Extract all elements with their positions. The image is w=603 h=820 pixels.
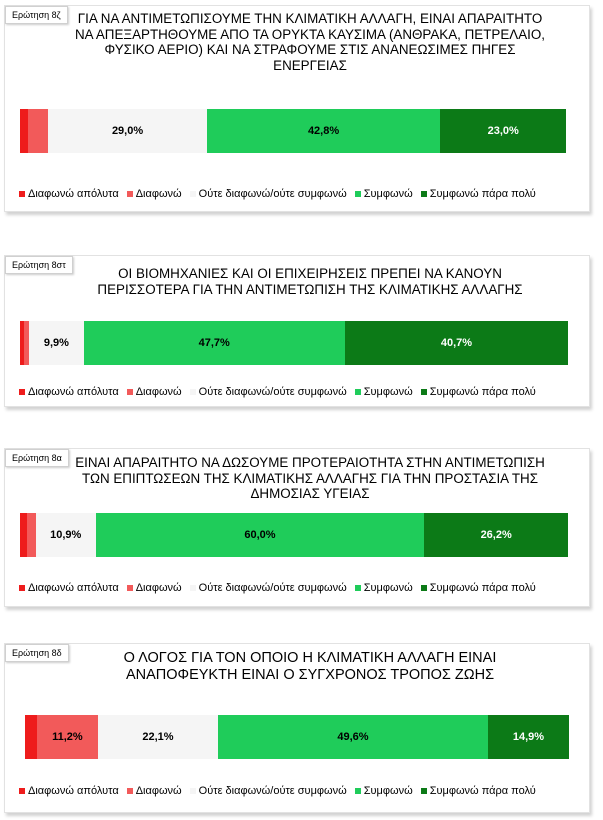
- legend-item: [355, 582, 413, 594]
- chart-title: ΟΙ ΒΙΟΜΗΧΑΝΙΕΣ ΚΑΙ ΟΙ ΕΠΙΧΕΙΡΗΣΕΙΣ ΠΡΕΠΕΙ ΝΑ ΚΑΝΟΥΝ ΠΕΡΙΣΣΟΤΕΡΑ ΓΙΑ ΤΗΝ ΑΝΤΙΜΕΤΩΠΙΣΗ ΤΗΣ ΚΛΙΜΑΤΙΚΗΣ ΑΛΛΑΓΗΣ: [97, 266, 523, 297]
- legend-swatch: [19, 788, 25, 794]
- legend-label: Συμφωνώ: [363, 785, 413, 797]
- legend-swatch: [190, 585, 196, 591]
- legend-label: Συμφωνώ πάρα πολύ: [429, 188, 536, 200]
- bar-segment: 47,7%: [84, 321, 345, 365]
- legend-label: Διαφωνώ: [135, 386, 182, 398]
- legend-label: Διαφωνώ: [135, 188, 182, 200]
- legend-swatch: [127, 191, 133, 197]
- legend: [19, 386, 544, 398]
- chart-panel: [4, 5, 590, 212]
- legend-swatch: [421, 191, 427, 197]
- legend-swatch: [355, 191, 361, 197]
- legend-label: Συμφωνώ πάρα πολύ: [429, 582, 536, 594]
- legend-swatch: [421, 585, 427, 591]
- legend: [19, 188, 544, 200]
- question-tag: Ερώτηση 8α: [5, 449, 69, 467]
- bar-segment: 29,0%: [48, 109, 206, 153]
- bar-segment: 26,2%: [424, 513, 568, 557]
- legend-label: Διαφωνώ απόλυτα: [28, 785, 119, 797]
- legend: [19, 582, 544, 594]
- chart-title: ΕΙΝΑΙ ΑΠΑΡΑΙΤΗΤΟ ΝΑ ΔΩΣΟΥΜΕ ΠΡΟΤΕΡΑΙΟΤΗΤΑ ΣΤΗΝ ΑΝΤΙΜΕΤΩΠΙΣΗ ΤΩΝ ΕΠΙΠΤΩΣΕΩΝ ΤΗΣ ΚΛΙΜΑΤΙΚΗΣ ΑΛΛΑΓΗΣ ΓΙΑ ΤΗΝ ΠΡΟΣΤΑΣΙΑ ΤΗΣ ΔΗΜΟΣΙΑΣ ΥΓΕΙΑΣ: [75, 455, 545, 501]
- legend-item: [19, 785, 119, 797]
- legend-label: Διαφωνώ απόλυτα: [28, 188, 119, 200]
- legend-item: [421, 785, 536, 797]
- legend-swatch: [355, 389, 361, 395]
- legend-swatch: [127, 788, 133, 794]
- legend-swatch: [127, 389, 133, 395]
- legend-item: [127, 188, 182, 200]
- stacked-bar: [25, 715, 569, 759]
- chart-title: ΓΙΑ ΝΑ ΑΝΤΙΜΕΤΩΠΙΣΟΥΜΕ ΤΗΝ ΚΛΙΜΑΤΙΚΗ ΑΛΛΑΓΗ, ΕΙΝΑΙ ΑΠΑΡΑΙΤΗΤΟ ΝΑ ΑΠΕΞΑΡΤΗΘΟΥΜΕ ΑΠΟ ΤΑ ΟΡΥΚΤΑ ΚΑΥΣΙΜΑ (ΑΝΘΡΑΚΑ, ΠΕΤΡΕΛΑΙΟ, ΦΥΣΙΚΟ ΑΕΡΙΟ) ΚΑΙ ΝΑ ΣΤΡΑΦΟΥΜΕ ΣΤΙΣ ΑΝΑΝΕΩΣΙΜΕΣ ΠΗΓΕΣ ΕΝΕΡΓΕΙΑΣ: [75, 11, 545, 73]
- legend-item: [190, 582, 347, 594]
- bar-segment: [27, 513, 36, 557]
- bar-segment: 14,9%: [488, 715, 569, 759]
- bar-segment: 9,9%: [29, 321, 83, 365]
- legend-item: [127, 582, 182, 594]
- chart-panel: [4, 643, 590, 813]
- legend-item: [190, 386, 347, 398]
- stacked-bar: [20, 321, 568, 365]
- legend-swatch: [355, 585, 361, 591]
- legend-label: Διαφωνώ: [135, 785, 182, 797]
- legend-item: [355, 188, 413, 200]
- legend-label: Συμφωνώ πάρα πολύ: [429, 386, 536, 398]
- legend-item: [355, 785, 413, 797]
- legend-swatch: [421, 389, 427, 395]
- bar-segment: 42,8%: [207, 109, 441, 153]
- legend-label: Ούτε διαφωνώ/ούτε συμφωνώ: [198, 188, 347, 200]
- stacked-bar: [20, 109, 566, 153]
- question-tag: Ερώτηση 8δ: [5, 644, 69, 662]
- chart-title: Ο ΛΟΓΟΣ ΓΙΑ ΤΟΝ ΟΠΟΙΟ Η ΚΛΙΜΑΤΙΚΗ ΑΛΛΑΓΗ ΕΙΝΑΙ ΑΝΑΠΟΦΕΥΚΤΗ ΕΙΝΑΙ Ο ΣΥΓΧΡΟΝΟΣ ΤΡΟΠΟΣ ΖΩΗΣ: [123, 650, 497, 683]
- chart-panel: [4, 255, 590, 407]
- legend-label: Διαφωνώ: [135, 582, 182, 594]
- legend-swatch: [190, 788, 196, 794]
- bar-segment: 23,0%: [440, 109, 566, 153]
- legend-item: [19, 582, 119, 594]
- legend-item: [19, 188, 119, 200]
- legend-label: Ούτε διαφωνώ/ούτε συμφωνώ: [198, 785, 347, 797]
- legend-item: [190, 785, 347, 797]
- legend-item: [19, 386, 119, 398]
- legend-item: [421, 188, 536, 200]
- legend-label: Ούτε διαφωνώ/ούτε συμφωνώ: [198, 386, 347, 398]
- bar-segment: 60,0%: [96, 513, 425, 557]
- legend-item: [421, 386, 536, 398]
- legend-item: [127, 785, 182, 797]
- legend-swatch: [127, 585, 133, 591]
- legend-swatch: [19, 389, 25, 395]
- bar-segment: 11,2%: [37, 715, 98, 759]
- legend-label: Συμφωνώ: [363, 386, 413, 398]
- question-tag: Ερώτηση 8στ: [5, 256, 73, 274]
- legend-label: Διαφωνώ απόλυτα: [28, 582, 119, 594]
- legend-label: Συμφωνώ πάρα πολύ: [429, 785, 536, 797]
- stacked-bar: [20, 513, 568, 557]
- legend-item: [421, 582, 536, 594]
- legend-swatch: [19, 191, 25, 197]
- legend-item: [355, 386, 413, 398]
- legend-label: Διαφωνώ απόλυτα: [28, 386, 119, 398]
- bar-segment: 49,6%: [218, 715, 488, 759]
- bar-segment: 40,7%: [345, 321, 568, 365]
- legend-swatch: [355, 788, 361, 794]
- bar-segment: [25, 715, 37, 759]
- legend-label: Συμφωνώ: [363, 582, 413, 594]
- legend: [19, 785, 544, 797]
- legend-swatch: [421, 788, 427, 794]
- bar-segment: 22,1%: [98, 715, 218, 759]
- legend-swatch: [190, 191, 196, 197]
- legend-swatch: [190, 389, 196, 395]
- bar-segment: [20, 109, 28, 153]
- bar-segment: 10,9%: [36, 513, 96, 557]
- legend-item: [190, 188, 347, 200]
- legend-item: [127, 386, 182, 398]
- question-tag: Ερώτηση 8ζ: [5, 6, 68, 24]
- legend-label: Συμφωνώ: [363, 188, 413, 200]
- legend-swatch: [19, 585, 25, 591]
- legend-label: Ούτε διαφωνώ/ούτε συμφωνώ: [198, 582, 347, 594]
- bar-segment: [28, 109, 48, 153]
- chart-panel: [4, 448, 590, 607]
